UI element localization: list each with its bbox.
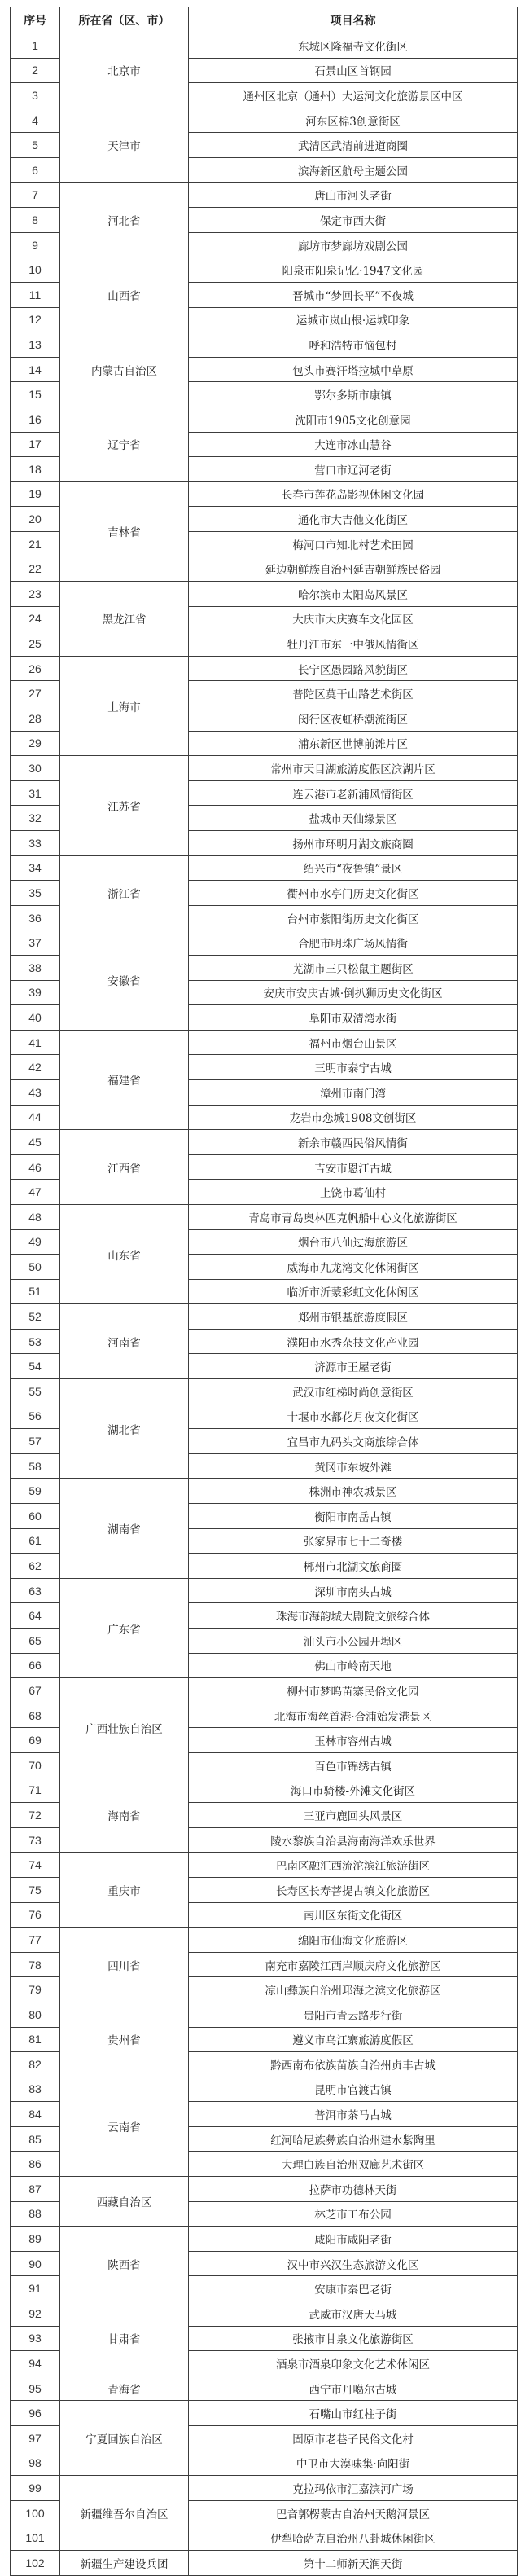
province-cell: 安徽省 [60,930,189,1030]
province-cell: 山东省 [60,1204,189,1303]
project-name-cell: 咸阳市咸阳老街 [189,2227,518,2252]
project-name-cell: 浦东新区世博前滩片区 [189,731,518,756]
project-name-cell: 龙岩市恋城1908文创街区 [189,1105,518,1130]
col-header-province: 所在省（区、市） [60,7,189,33]
serial-cell: 6 [11,157,60,182]
project-name-cell: 通化市大吉他文化街区 [189,507,518,532]
project-name-cell: 唐山市河头老街 [189,182,518,208]
serial-cell: 48 [11,1204,60,1229]
project-name-cell: 盐城市天仙缘景区 [189,806,518,831]
province-cell: 北京市 [60,33,189,108]
serial-cell: 58 [11,1453,60,1479]
project-name-cell: 济源市王屋老街 [189,1354,518,1379]
province-cell: 重庆市 [60,1853,189,1928]
province-cell: 山西省 [60,257,189,332]
serial-cell: 24 [11,606,60,631]
serial-cell: 97 [11,2426,60,2451]
project-name-cell: 林芝市工布公园 [189,2201,518,2227]
serial-cell: 31 [11,780,60,806]
table-row [11,2077,518,2102]
province-cell: 天津市 [60,108,189,182]
col-header-serial: 序号 [11,7,60,33]
table-row [11,1853,518,1878]
serial-cell: 82 [11,2052,60,2077]
table-row [11,108,518,133]
province-cell: 西藏自治区 [60,2177,189,2227]
project-name-cell: 第十二师新天润天街 [189,2550,518,2575]
table-row [11,2177,518,2202]
serial-cell: 5 [11,133,60,158]
serial-cell: 65 [11,1629,60,1654]
project-name-cell: 克拉玛依市汇嘉滨河广场 [189,2476,518,2501]
serial-cell: 71 [11,1778,60,1803]
project-name-cell: 晋城市“梦回长平”不夜城 [189,282,518,307]
project-name-cell: 红河哈尼族彝族自治州建水紫陶里 [189,2126,518,2152]
serial-cell: 32 [11,806,60,831]
serial-cell: 89 [11,2227,60,2252]
serial-cell: 35 [11,881,60,906]
table-row [11,656,518,681]
serial-cell: 20 [11,507,60,532]
serial-cell: 99 [11,2476,60,2501]
serial-cell: 63 [11,1578,60,1603]
project-name-cell: 烟台市八仙过海旅游区 [189,1229,518,1255]
serial-cell: 62 [11,1554,60,1579]
serial-cell: 33 [11,831,60,856]
province-cell: 宁夏回族自治区 [60,2401,189,2476]
serial-cell: 59 [11,1479,60,1504]
project-name-cell: 衢州市水亭门历史文化街区 [189,881,518,906]
province-cell: 江西省 [60,1130,189,1205]
serial-cell: 10 [11,257,60,283]
project-name-cell: 珠海市海韵城大剧院文旅综合体 [189,1603,518,1629]
table-row [11,2002,518,2027]
serial-cell: 16 [11,407,60,432]
province-cell: 云南省 [60,2077,189,2176]
project-name-cell: 固原市老巷子民俗文化村 [189,2426,518,2451]
serial-cell: 17 [11,432,60,457]
serial-cell: 55 [11,1379,60,1404]
serial-cell: 73 [11,1827,60,1853]
serial-cell: 46 [11,1154,60,1180]
serial-cell: 49 [11,1229,60,1255]
serial-cell: 88 [11,2201,60,2227]
serial-cell: 15 [11,382,60,407]
project-name-cell: 包头市赛汗塔拉城中草原 [189,357,518,382]
province-cell: 吉林省 [60,481,189,581]
project-name-cell: 绵阳市仙海文化旅游区 [189,1928,518,1953]
project-name-cell: 廊坊市梦廊坊戏剧公园 [189,232,518,257]
serial-cell: 26 [11,656,60,681]
serial-cell: 3 [11,83,60,108]
serial-cell: 18 [11,457,60,482]
province-cell: 青海省 [60,2376,189,2401]
project-name-cell: 酒泉市酒泉印象文化艺术休闲区 [189,2351,518,2376]
project-name-cell: 梅河口市知北村艺术田园 [189,531,518,556]
project-name-cell: 武威市汉唐天马城 [189,2301,518,2327]
serial-cell: 21 [11,531,60,556]
project-name-cell: 大理白族自治州双廊艺术街区 [189,2152,518,2177]
serial-cell: 64 [11,1603,60,1629]
table-row [11,2401,518,2426]
table-row [11,930,518,956]
serial-cell: 94 [11,2351,60,2376]
serial-cell: 75 [11,1877,60,1902]
project-name-cell: 汉中市兴汉生态旅游文化区 [189,2251,518,2276]
project-name-cell: 黔西南布依族苗族自治州贞丰古城 [189,2052,518,2077]
serial-cell: 96 [11,2401,60,2426]
project-name-cell: 石嘴山市红柱子街 [189,2401,518,2426]
project-name-cell: 通州区北京（通州）大运河文化旅游景区中区 [189,83,518,108]
serial-cell: 9 [11,232,60,257]
project-name-cell: 遵义市乌江寨旅游度假区 [189,2027,518,2052]
project-name-cell: 阜阳市双清湾水街 [189,1005,518,1031]
province-cell: 福建省 [60,1030,189,1129]
serial-cell: 56 [11,1404,60,1429]
project-name-cell: 哈尔滨市太阳岛风景区 [189,582,518,607]
serial-cell: 25 [11,631,60,657]
table-row [11,1304,518,1330]
serial-cell: 40 [11,1005,60,1031]
project-name-cell: 上饶市葛仙村 [189,1180,518,1205]
province-cell: 陕西省 [60,2227,189,2301]
project-name-cell: 佛山市岭南天地 [189,1653,518,1678]
project-name-cell: 漳州市南门湾 [189,1079,518,1105]
serial-cell: 19 [11,481,60,507]
project-name-cell: 吉安市恩江古城 [189,1154,518,1180]
serial-cell: 8 [11,208,60,233]
project-name-cell: 石景山区首钢园 [189,58,518,83]
project-name-cell: 郴州市北湖文旅商圈 [189,1554,518,1579]
province-cell: 上海市 [60,656,189,755]
project-name-cell: 昆明市官渡古镇 [189,2077,518,2102]
serial-cell: 72 [11,1803,60,1828]
serial-cell: 12 [11,307,60,332]
serial-cell: 101 [11,2525,60,2551]
table-row [11,1778,518,1803]
serial-cell: 100 [11,2500,60,2525]
project-name-cell: 株洲市神农城景区 [189,1479,518,1504]
project-name-cell: 普陀区莫干山路艺术街区 [189,681,518,706]
project-name-cell: 汕头市小公园开埠区 [189,1629,518,1654]
serial-cell: 84 [11,2102,60,2127]
project-name-cell: 新余市赣西民俗风情街 [189,1130,518,1155]
province-cell: 贵州省 [60,2002,189,2077]
serial-cell: 81 [11,2027,60,2052]
table-body [11,33,518,2576]
province-cell: 黑龙江省 [60,582,189,657]
project-name-cell: 闵行区夜虹桥潮流街区 [189,706,518,732]
province-cell: 浙江省 [60,855,189,930]
serial-cell: 51 [11,1279,60,1304]
project-name-cell: 北海市海丝首港·合浦始发港景区 [189,1703,518,1728]
project-name-cell: 巴南区融汇西流沱滨江旅游街区 [189,1853,518,1878]
serial-cell: 86 [11,2152,60,2177]
serial-cell: 91 [11,2276,60,2301]
serial-cell: 14 [11,357,60,382]
serial-cell: 93 [11,2326,60,2351]
project-name-cell: 保定市西大街 [189,208,518,233]
project-name-cell: 贵阳市青云路步行街 [189,2002,518,2027]
project-name-cell: 芜湖市三只松鼠主题街区 [189,955,518,980]
project-name-cell: 南川区东街文化街区 [189,1902,518,1928]
project-name-cell: 沈阳市1905文化创意园 [189,407,518,432]
project-name-cell: 长寿区长寿菩提古镇文化旅游区 [189,1877,518,1902]
table-row [11,332,518,358]
serial-cell: 60 [11,1504,60,1529]
province-cell: 辽宁省 [60,407,189,481]
serial-cell: 1 [11,33,60,59]
project-name-cell: 连云港市老新浦风情街区 [189,780,518,806]
serial-cell: 50 [11,1255,60,1280]
serial-cell: 54 [11,1354,60,1379]
project-name-cell: 玉林市容州古城 [189,1728,518,1753]
project-name-cell: 三亚市鹿回头风景区 [189,1803,518,1828]
province-cell: 广东省 [60,1578,189,1677]
serial-cell: 23 [11,582,60,607]
project-name-cell: 阳泉市阳泉记忆·1947文化园 [189,257,518,283]
table-row [11,1928,518,1953]
serial-cell: 83 [11,2077,60,2102]
project-name-cell: 延边朝鲜族自治州延吉朝鲜族民俗园 [189,556,518,582]
serial-cell: 7 [11,182,60,208]
project-name-cell: 常州市天目湖旅游度假区滨湖片区 [189,756,518,781]
serial-cell: 52 [11,1304,60,1330]
serial-cell: 69 [11,1728,60,1753]
project-name-cell: 黄冈市东坡外滩 [189,1453,518,1479]
province-cell: 新疆生产建设兵团 [60,2550,189,2575]
project-name-cell: 郑州市银基旅游度假区 [189,1304,518,1330]
project-name-cell: 东城区隆福寺文化街区 [189,33,518,59]
serial-cell: 47 [11,1180,60,1205]
project-name-cell: 青岛市青岛奥林匹克帆船中心文化旅游街区 [189,1204,518,1229]
serial-cell: 67 [11,1678,60,1703]
project-name-cell: 三明市泰宁古城 [189,1055,518,1080]
serial-cell: 53 [11,1329,60,1354]
serial-cell: 11 [11,282,60,307]
serial-cell: 61 [11,1528,60,1554]
project-name-cell: 合肥市明珠广场风情街 [189,930,518,956]
project-name-cell: 巴音郭楞蒙古自治州天鹅河景区 [189,2500,518,2525]
table-row [11,1379,518,1404]
project-name-cell: 武汉市红梯时尚创意街区 [189,1379,518,1404]
project-table [10,7,518,2576]
serial-cell: 95 [11,2376,60,2401]
table-row [11,2550,518,2575]
project-name-cell: 张家界市七十二奇楼 [189,1528,518,1554]
project-name-cell: 威海市九龙湾文化休闲街区 [189,1255,518,1280]
province-cell: 江苏省 [60,756,189,855]
project-name-cell: 鄂尔多斯市康镇 [189,382,518,407]
project-name-cell: 西宁市丹噶尔古城 [189,2376,518,2401]
project-name-cell: 中卫市大漠味集·向阳街 [189,2451,518,2476]
serial-cell: 80 [11,2002,60,2027]
project-name-cell: 营口市辽河老街 [189,457,518,482]
project-name-cell: 武清区武清前进道商圈 [189,133,518,158]
table-row [11,2376,518,2401]
project-name-cell: 长春市莲花岛影视休闲文化园 [189,481,518,507]
project-name-cell: 滨海新区航母主题公园 [189,157,518,182]
serial-cell: 66 [11,1653,60,1678]
province-cell: 新疆维吾尔自治区 [60,2476,189,2551]
serial-cell: 70 [11,1752,60,1778]
serial-cell: 57 [11,1429,60,1454]
province-cell: 广西壮族自治区 [60,1678,189,1778]
table-row [11,1030,518,1055]
serial-cell: 30 [11,756,60,781]
serial-cell: 44 [11,1105,60,1130]
table-row [11,1204,518,1229]
table-row [11,33,518,59]
serial-cell: 92 [11,2301,60,2327]
serial-cell: 29 [11,731,60,756]
serial-cell: 74 [11,1853,60,1878]
project-name-cell: 绍兴市“夜鲁镇”景区 [189,855,518,881]
table-row [11,407,518,432]
serial-cell: 76 [11,1902,60,1928]
project-name-cell: 十堰市水都花月夜文化街区 [189,1404,518,1429]
serial-cell: 22 [11,556,60,582]
province-cell: 湖北省 [60,1379,189,1479]
serial-cell: 28 [11,706,60,732]
table-row [11,2301,518,2327]
table-row [11,855,518,881]
header-row [11,7,518,33]
project-name-cell: 大庆市大庆赛车文化园区 [189,606,518,631]
project-name-cell: 河东区棉3创意街区 [189,108,518,133]
col-header-project: 项目名称 [189,7,518,33]
province-cell: 内蒙古自治区 [60,332,189,407]
project-name-cell: 伊犁哈萨克自治州八卦城休闲街区 [189,2525,518,2551]
table-row [11,1479,518,1504]
project-name-cell: 凉山彝族自治州邛海之滨文化旅游区 [189,1977,518,2002]
project-name-cell: 陵水黎族自治县海南海洋欢乐世界 [189,1827,518,1853]
project-name-cell: 衡阳市南岳古镇 [189,1504,518,1529]
project-name-cell: 大连市冰山慧谷 [189,432,518,457]
serial-cell: 45 [11,1130,60,1155]
table-row [11,1678,518,1703]
project-name-cell: 拉萨市功德林天街 [189,2177,518,2202]
table-row [11,1130,518,1155]
table-row [11,2476,518,2501]
project-name-cell: 宜昌市九码头文商旅综合体 [189,1429,518,1454]
table-row [11,582,518,607]
serial-cell: 77 [11,1928,60,1953]
table-row [11,1578,518,1603]
serial-cell: 37 [11,930,60,956]
province-cell: 甘肃省 [60,2301,189,2376]
serial-cell: 90 [11,2251,60,2276]
serial-cell: 68 [11,1703,60,1728]
project-name-cell: 深圳市南头古城 [189,1578,518,1603]
serial-cell: 38 [11,955,60,980]
project-name-cell: 福州市烟台山景区 [189,1030,518,1055]
project-name-cell: 牡丹江市东一中俄风情街区 [189,631,518,657]
serial-cell: 39 [11,980,60,1005]
serial-cell: 102 [11,2550,60,2575]
serial-cell: 41 [11,1030,60,1055]
project-name-cell: 海口市骑楼-外滩文化街区 [189,1778,518,1803]
project-name-cell: 濮阳市水秀杂技文化产业园 [189,1329,518,1354]
serial-cell: 85 [11,2126,60,2152]
project-name-cell: 扬州市环明月湖文旅商圈 [189,831,518,856]
project-name-cell: 柳州市梦呜苗寨民俗文化园 [189,1678,518,1703]
province-cell: 河南省 [60,1304,189,1379]
table-row [11,756,518,781]
serial-cell: 42 [11,1055,60,1080]
project-name-cell: 呼和浩特市恼包村 [189,332,518,358]
project-name-cell: 百色市锦绣古镇 [189,1752,518,1778]
project-name-cell: 南充市嘉陵江西岸顺庆府文化旅游区 [189,1952,518,1977]
serial-cell: 87 [11,2177,60,2202]
project-name-cell: 普洱市茶马古城 [189,2102,518,2127]
project-name-cell: 安庆市安庆古城·倒扒狮历史文化街区 [189,980,518,1005]
serial-cell: 98 [11,2451,60,2476]
project-name-cell: 张掖市甘泉文化旅游街区 [189,2326,518,2351]
serial-cell: 27 [11,681,60,706]
province-cell: 四川省 [60,1928,189,2002]
table-row [11,182,518,208]
province-cell: 河北省 [60,182,189,257]
project-name-cell: 运城市岚山根·运城印象 [189,307,518,332]
province-cell: 湖南省 [60,1479,189,1578]
table-row [11,257,518,283]
serial-cell: 34 [11,855,60,881]
project-name-cell: 安康市秦巴老街 [189,2276,518,2301]
serial-cell: 78 [11,1952,60,1977]
serial-cell: 79 [11,1977,60,2002]
serial-cell: 2 [11,58,60,83]
serial-cell: 36 [11,905,60,930]
table-row [11,481,518,507]
project-name-cell: 长宁区愚园路风貌街区 [189,656,518,681]
serial-cell: 4 [11,108,60,133]
serial-cell: 13 [11,332,60,358]
project-name-cell: 临沂市沂蒙彩虹文化休闲区 [189,1279,518,1304]
table-row [11,2227,518,2252]
project-name-cell: 台州市紫阳街历史文化街区 [189,905,518,930]
province-cell: 海南省 [60,1778,189,1853]
serial-cell: 43 [11,1079,60,1105]
